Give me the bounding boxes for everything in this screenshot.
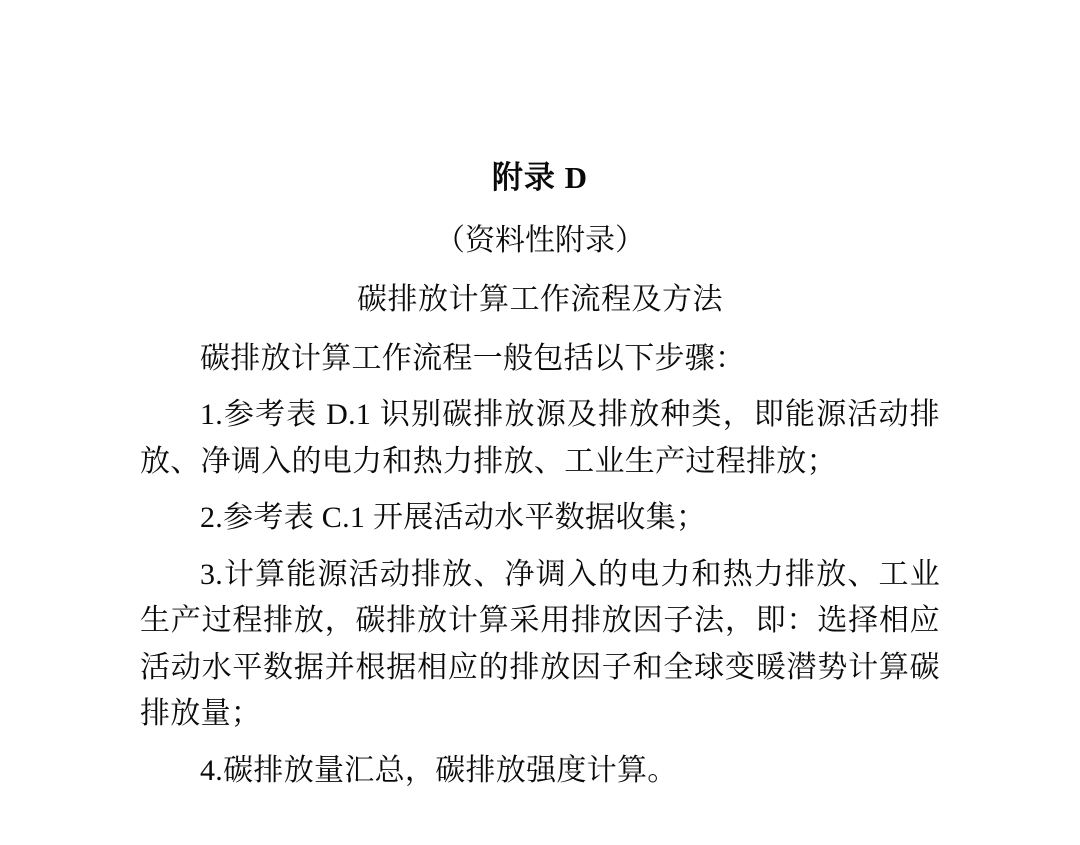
body-text — [140, 336, 940, 795]
step-paragraph-3: 3.计算能源活动排放、净调入的电力和热力排放、工业生产过程排放，碳排放计算采用排放因子法，即：选择相应活动水平数据并根据相应的排放因子和全球变暖潜势计算碳排放量； — [140, 557, 940, 730]
step-paragraph-2: 2.参考表 C.1 开展活动水平数据收集； — [200, 501, 707, 534]
appendix-title: 附录 D — [491, 160, 589, 195]
step-paragraph-4: 4.碳排放量汇总，碳排放强度计算。 — [200, 753, 678, 787]
section-heading: 碳排放计算工作流程及方法 — [357, 282, 723, 316]
step-paragraph-1: 1.参考表 D.1 识别碳排放源及排放种类，即能源活动排放、净调入的电力和热力排放、工业生产过程排放； — [140, 398, 940, 478]
appendix-subtitle: （资料性附录） — [435, 223, 645, 257]
intro-paragraph: 碳排放计算工作流程一般包括以下步骤： — [200, 341, 746, 375]
